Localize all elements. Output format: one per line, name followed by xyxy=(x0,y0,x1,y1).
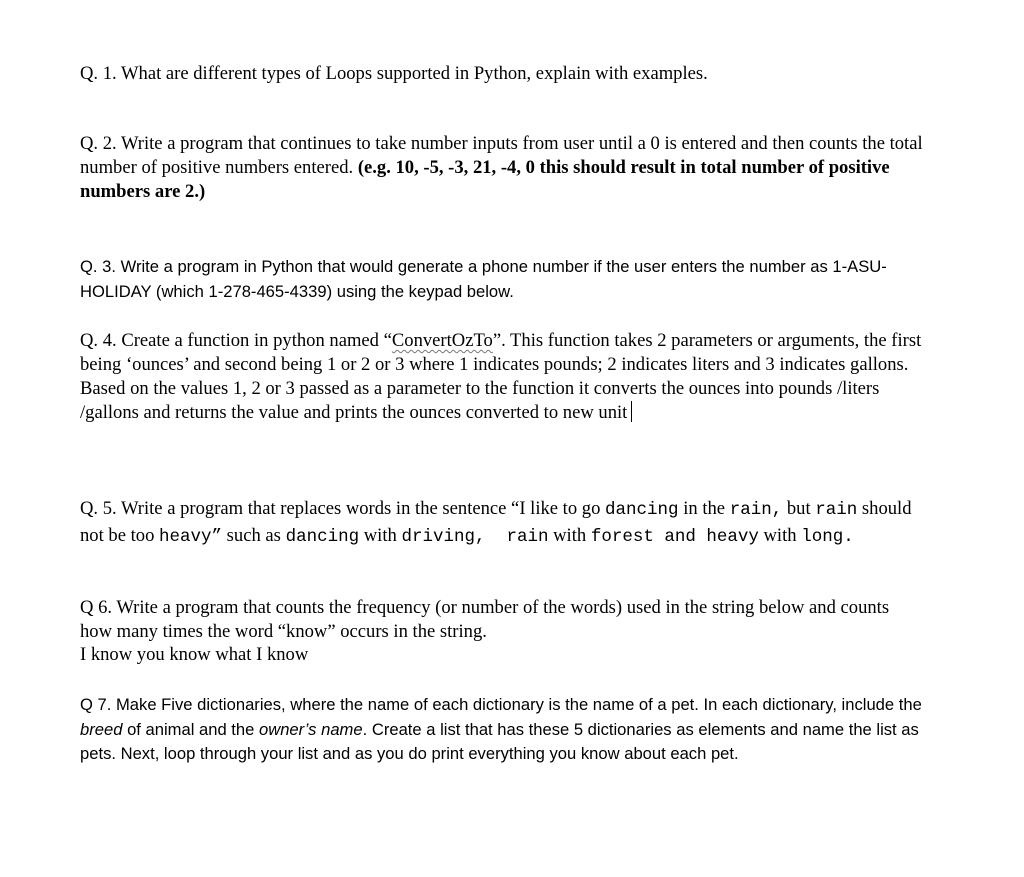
question-2-example: (e.g. 10, -5, -3, 21, -4, 0 this should result in total number of positive numbers are 2.) xyxy=(80,157,890,202)
question-5 xyxy=(80,496,925,550)
question-4-body: ”. This function takes 2 parameters or arguments, the first being ‘ounces’ and second being 1 or 2 or 3 where 1 indicates pounds; 2 indicates liters and 3 indicates gallons. Based on the values 1, 2 or 3 passed as a parameter to the function it converts the ounces into pounds /liters /gallons and returns the value and prints the ounces converted to new unit xyxy=(80,330,922,423)
question-3 xyxy=(80,255,925,304)
q7-text-3: . Create a list that has these 5 dictionaries as elements and name the list as pets. Next, loop through your list and as you do print everything you know about each pet. xyxy=(80,719,919,763)
q5-text-1: Q. 5. Write a program that replaces words in the sentence “I like to go xyxy=(80,498,606,519)
question-6 xyxy=(80,596,925,667)
question-1 xyxy=(80,62,925,86)
q5-text-4: should not be too xyxy=(80,498,912,546)
q5-code-dancing-2: dancing xyxy=(285,527,360,547)
q5-code-driving-rain: driving, rain xyxy=(401,527,549,547)
q5-code-rain: rain, xyxy=(729,500,783,520)
q5-text-2: in the xyxy=(678,498,730,519)
q5-code-heavy: heavy” xyxy=(159,527,223,547)
question-7 xyxy=(80,693,925,767)
question-4-intro: Q. 4. Create a function in python named “ xyxy=(80,330,392,351)
question-2-text: Q. 2. Write a program that continues to take number inputs from user until a 0 is entered and then counts the total number of positive numbers entered. xyxy=(80,133,923,178)
q7-text-2: of animal and the xyxy=(122,719,259,739)
text-cursor xyxy=(631,401,632,422)
q7-breed: breed xyxy=(80,719,123,739)
question-6-text: Q 6. Write a program that counts the frequency (or number of the words) used in the string below and counts how many times the word “know” occurs in the string. xyxy=(80,597,890,642)
question-4 xyxy=(80,329,925,425)
q7-text-1: Q 7. Make Five dictionaries, where the name of each dictionary is the name of a pet. In each dictionary, include the xyxy=(80,695,922,714)
q5-code-rain-2: rain xyxy=(815,500,858,520)
q5-text-5: such as xyxy=(222,525,286,546)
q5-text-6: with xyxy=(359,525,402,546)
q5-text-7: with xyxy=(548,525,591,546)
question-6-sample-string: I know you know what I know xyxy=(80,644,309,665)
q5-text-8: with xyxy=(758,525,802,546)
q5-text-3: but xyxy=(782,498,816,519)
question-2 xyxy=(80,132,925,204)
question-1-text: Q. 1. What are different types of Loops supported in Python, explain with examples. xyxy=(80,63,708,84)
question-3-text: Q. 3. Write a program in Python that would generate a phone number if the user enters the number as 1-ASU-HOLIDAY (which 1-278-465-4339) using the keypad below. xyxy=(80,257,887,301)
q5-code-long: long. xyxy=(801,527,854,547)
q7-owner-name: owner’s name xyxy=(258,719,363,739)
q5-code-dancing: dancing xyxy=(605,500,679,520)
q5-code-forest-heavy: forest and heavy xyxy=(590,527,759,547)
function-name-spellcheck: ConvertOzTo xyxy=(391,330,493,351)
